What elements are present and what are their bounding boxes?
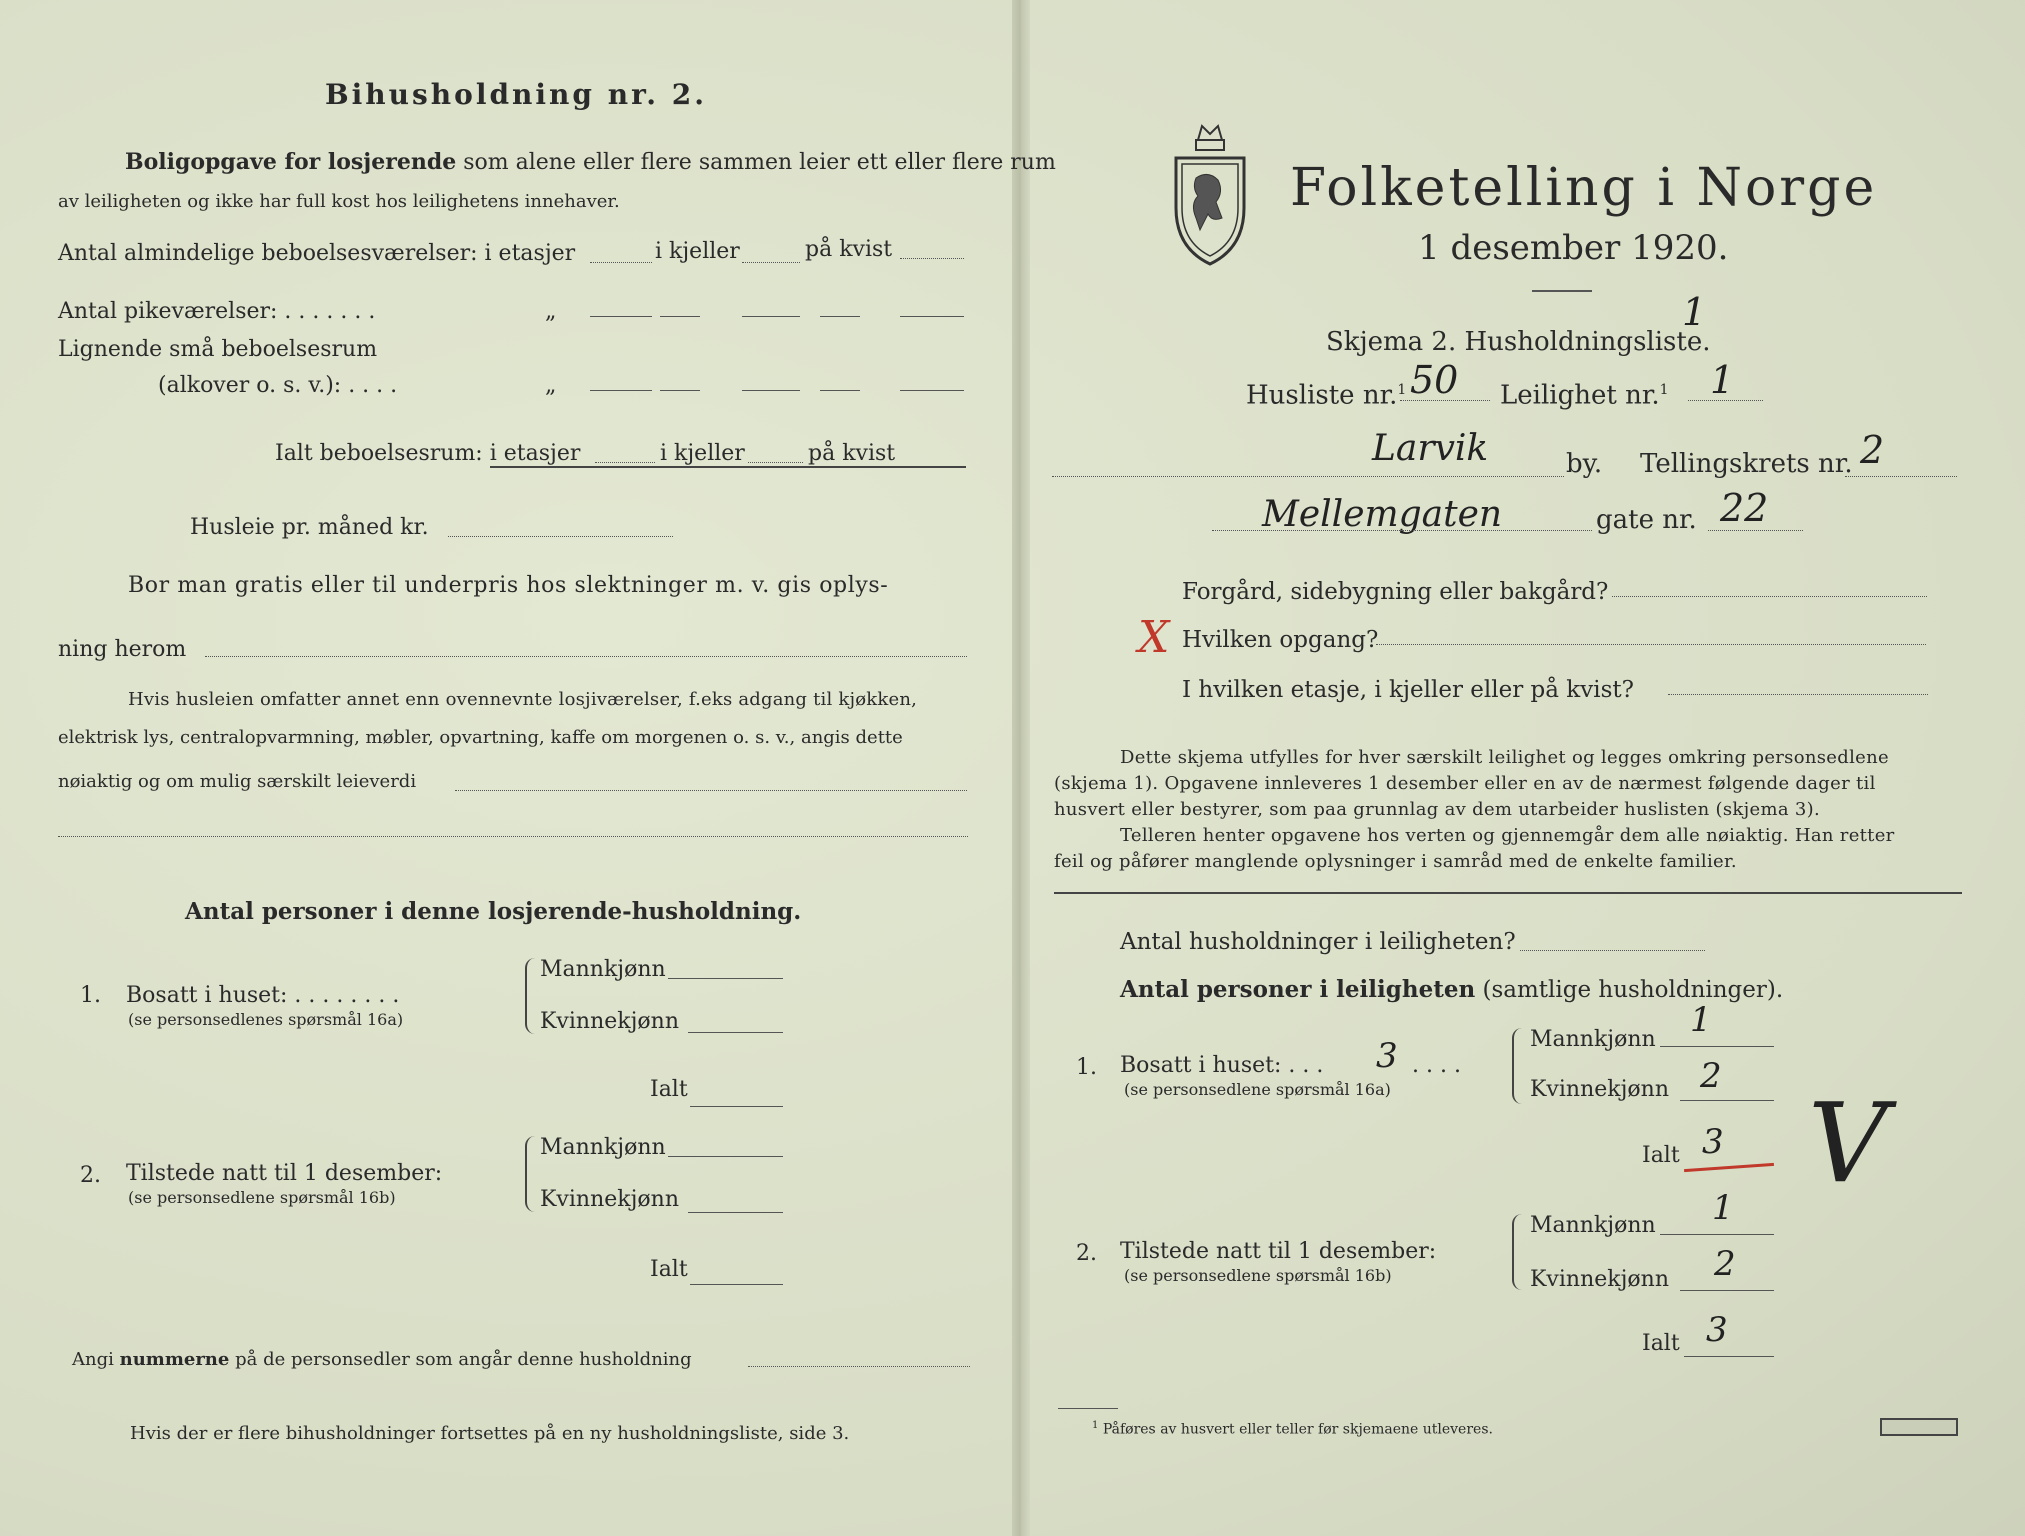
r-bosatt-num: 1.	[1076, 1055, 1097, 1080]
r-bosatt-brace	[1512, 1028, 1524, 1104]
info-line-3: husvert eller bestyrer, som paa grunnlag av dem utarbeider huslisten (skjema 3).	[1054, 799, 1820, 820]
angi-field	[748, 1366, 970, 1367]
l-tilstede-ialt-field	[690, 1284, 783, 1285]
by-label: by.	[1566, 449, 1603, 479]
angi-line	[72, 1348, 692, 1372]
footnote-mark: 1	[1092, 1420, 1099, 1431]
city-field	[1052, 476, 1564, 477]
footnote-divider	[1058, 1408, 1118, 1409]
r-tilstede-ialt-field	[1684, 1356, 1774, 1357]
pike-dash-1	[660, 316, 700, 317]
hvis-line-1: Hvis husleien omfatter annet enn ovennevnte losjiværelser, f.eks adgang til kjøkken,	[128, 689, 918, 710]
antal-pers-line	[1120, 976, 1783, 1004]
leilighet-text: Leilighet nr.	[1500, 380, 1660, 411]
r-tilstede-kvinne-field	[1680, 1290, 1774, 1291]
r-bosatt-mann: Mannkjønn	[1530, 1027, 1656, 1052]
info-line-1: Dette skjema utfylles for hver særskilt leilighet og legges omkring personsedlene	[1120, 747, 1889, 768]
l-bosatt-kvinne-field	[688, 1032, 783, 1033]
info-line-5: feil og påfører manglende oplysninger i samråd med de enkelte familier.	[1054, 851, 1737, 872]
r-bosatt-sub: (se personsedlene spørsmål 16a)	[1124, 1080, 1391, 1099]
r-tilstede-ialt-hand: 3	[1706, 1310, 1728, 1350]
l-bosatt-num: 1.	[80, 983, 101, 1008]
paa-kvist-label: på kvist	[805, 237, 893, 262]
forgaard-field	[1612, 596, 1927, 597]
i-kjeller-label: i kjeller	[655, 239, 740, 264]
husliste-hand: 50	[1410, 358, 1459, 402]
pike-kvist-field	[900, 316, 964, 317]
gate-field	[1708, 530, 1803, 531]
r-tilstede-brace	[1512, 1214, 1524, 1290]
antal-pers-rest: (samtlige husholdninger).	[1482, 977, 1784, 1003]
bor-field	[205, 656, 967, 657]
leieverdi-field-2	[58, 836, 968, 837]
l-bosatt-mann: Mannkjønn	[540, 957, 666, 982]
etasje-label: I hvilken etasje, i kjeller eller på kvist?	[1182, 677, 1634, 703]
footnote-content: Påføres av husvert eller teller før skjemaene utleveres.	[1102, 1421, 1493, 1438]
ditto-mark-2: „	[545, 373, 557, 398]
r-bosatt-ialt: Ialt	[1642, 1143, 1680, 1168]
leilighet-hand: 1	[1710, 358, 1735, 402]
r-bosatt-mann-field	[1660, 1046, 1774, 1047]
l-bosatt-ialt: Ialt	[650, 1077, 688, 1102]
l-bosatt-mann-field	[668, 978, 783, 979]
alkove-kjeller-field	[742, 390, 800, 391]
r-tilstede-mann-field	[1660, 1234, 1774, 1235]
husliste-field	[1400, 400, 1490, 401]
antal-pike-label: Antal pikeværelser: . . . . . . .	[58, 299, 376, 324]
r-bosatt-ialt-hand: 3	[1702, 1122, 1724, 1162]
alkove-kvist-field	[900, 390, 964, 391]
tellingskrets-field	[1845, 476, 1957, 477]
street-field	[1212, 530, 1592, 531]
l-tilstede-num: 2.	[80, 1163, 101, 1188]
left-title: Bihusholdning nr. 2.	[325, 78, 707, 111]
red-x-mark: X	[1138, 612, 1170, 663]
coat-of-arms-icon	[1168, 118, 1252, 266]
antal-pers-bold: Antal personer i leiligheten	[1120, 976, 1476, 1003]
right-date: 1 desember 1920.	[1418, 228, 1729, 268]
antal-alm-label: Antal almindelige beboelsesværelser: i etasjer	[58, 241, 576, 266]
l-tilstede-kvinne: Kvinnekjønn	[540, 1187, 679, 1212]
antal-hush-label: Antal husholdninger i leiligheten?	[1120, 929, 1516, 955]
r-bosatt-ialt-red-underline	[1684, 1163, 1774, 1172]
l-bosatt-brace	[525, 958, 537, 1034]
intro-bold: Boligopgave for losjerende	[125, 149, 457, 175]
l-bosatt-sub: (se personsedlenes spørsmål 16a)	[128, 1010, 404, 1029]
etasjer-field	[590, 262, 652, 263]
r-bosatt-mann-hand: 1	[1690, 1000, 1712, 1040]
r-tilstede-sub: (se personsedlene spørsmål 16b)	[1124, 1266, 1392, 1285]
r-tilstede-mann-hand: 1	[1712, 1188, 1734, 1228]
ditto-mark: „	[545, 299, 557, 324]
page-fold	[1012, 0, 1030, 1536]
l-tilstede-ialt: Ialt	[650, 1257, 688, 1282]
l-tilstede-label: Tilstede natt til 1 desember:	[126, 1161, 443, 1186]
angi-rest: på de personsedler som angår denne husholdning	[235, 1349, 692, 1370]
tellingskrets-hand: 2	[1860, 428, 1885, 472]
l-tilstede-kvinne-field	[688, 1212, 783, 1213]
husliste-label	[1246, 374, 1406, 412]
husleie-label: Husleie pr. måned kr.	[190, 515, 429, 540]
street-hand: Mellemgaten	[1262, 494, 1503, 535]
ialt-etasjer-field	[595, 462, 655, 463]
r-bosatt-dots: . . . .	[1412, 1053, 1461, 1078]
title-divider	[1532, 290, 1592, 292]
city-hand: Larvik	[1372, 428, 1489, 469]
leilighet-footnote-mark: 1	[1659, 382, 1669, 398]
ialt-kvist-label: på kvist	[808, 441, 896, 466]
husliste-text: Husliste nr.	[1246, 380, 1398, 411]
r-tilstede-ialt: Ialt	[1642, 1331, 1680, 1356]
angi-bold: nummerne	[119, 1349, 230, 1370]
alkove-etasjer-field	[590, 390, 652, 391]
r-bosatt-label: Bosatt i huset: . . .	[1120, 1053, 1324, 1078]
kjeller-field	[742, 262, 800, 263]
skjema-hand: 1	[1682, 290, 1707, 334]
hvis-line-3: nøiaktig og om mulig særskilt leieverdi	[58, 771, 417, 792]
intro-line-2: av leiligheten og ikke har full kost hos leilighetens innehaver.	[58, 191, 620, 212]
l-tilstede-mann: Mannkjønn	[540, 1135, 666, 1160]
husliste-footnote-mark: 1	[1397, 382, 1407, 398]
alkove-dash-2	[820, 390, 860, 391]
husleie-field	[448, 536, 673, 537]
l-bosatt-ialt-field	[690, 1106, 783, 1107]
leieverdi-field	[455, 790, 967, 791]
section-rule	[1054, 892, 1962, 894]
kvist-field	[900, 258, 964, 259]
r-tilstede-mann: Mannkjønn	[1530, 1213, 1656, 1238]
leilighet-label	[1500, 374, 1669, 412]
etasje-field	[1668, 694, 1928, 695]
alkove-dash-1	[660, 390, 700, 391]
antal-personer-heading: Antal personer i denne losjerende-husholdning.	[185, 898, 802, 925]
left-footer: Hvis der er flere bihusholdninger fortsettes på en ny husholdningsliste, side 3.	[130, 1423, 850, 1444]
r-bosatt-kvinne-hand: 2	[1700, 1056, 1722, 1096]
ialt-rum-label: Ialt beboelsesrum: i etasjer	[275, 441, 581, 466]
r-bosatt-kvinne-field	[1680, 1100, 1774, 1101]
l-tilstede-sub: (se personsedlene spørsmål 16b)	[128, 1188, 396, 1207]
check-tick: V	[1808, 1079, 1888, 1207]
r-tilstede-label: Tilstede natt til 1 desember:	[1120, 1239, 1437, 1264]
opgang-label: Hvilken opgang?	[1182, 627, 1379, 653]
footnote-text	[1092, 1420, 1493, 1438]
l-bosatt-label: Bosatt i huset: . . . . . . . .	[126, 983, 400, 1008]
right-title: Folketelling i Norge	[1290, 158, 1878, 218]
pike-dash-2	[820, 316, 860, 317]
printer-stamp	[1880, 1418, 1958, 1436]
gate-label: gate nr.	[1596, 505, 1697, 535]
intro-rest: som alene eller flere sammen leier ett eller flere rum	[463, 150, 1056, 175]
ialt-kjeller-label: i kjeller	[660, 441, 745, 466]
r-bosatt-kvinne: Kvinnekjønn	[1530, 1077, 1669, 1102]
antal-hush-field	[1520, 950, 1705, 951]
r-tilstede-kvinne: Kvinnekjønn	[1530, 1267, 1669, 1292]
pike-kjeller-field	[742, 316, 800, 317]
info-line-2: (skjema 1). Opgavene innleveres 1 desember eller en av de nærmest følgende dager til	[1054, 773, 1876, 794]
bor-line-2: ning herom	[58, 637, 187, 662]
ialt-kjeller-field	[748, 462, 803, 463]
r-bosatt-hand: 3	[1376, 1036, 1398, 1076]
info-line-4: Telleren henter opgavene hos verten og gjennemgår dem alle nøiaktig. Han retter	[1120, 825, 1895, 846]
tellingskrets-label: Tellingskrets nr.	[1640, 449, 1853, 479]
intro-line-1	[125, 148, 1056, 177]
r-tilstede-num: 2.	[1076, 1241, 1097, 1266]
gate-hand: 22	[1720, 486, 1769, 530]
forgaard-label: Forgård, sidebygning eller bakgård?	[1182, 579, 1609, 605]
l-tilstede-mann-field	[668, 1156, 783, 1157]
bor-line-1: Bor man gratis eller til underpris hos slektninger m. v. gis oplys-	[128, 573, 889, 598]
hvis-line-2: elektrisk lys, centralopvarmning, møbler, opvartning, kaffe om morgenen o. s. v., angis dette	[58, 727, 903, 748]
leilighet-field	[1688, 400, 1763, 401]
lignende-label-1: Lignende små beboelsesrum	[58, 337, 378, 362]
pike-etasjer-field	[590, 316, 652, 317]
skjema-label: Skjema 2. Husholdningsliste.	[1326, 327, 1711, 357]
lignende-label-2: (alkover o. s. v.): . . . .	[158, 373, 398, 398]
l-tilstede-brace	[525, 1136, 537, 1212]
r-tilstede-kvinne-hand: 2	[1714, 1244, 1736, 1284]
opgang-field	[1376, 644, 1926, 645]
l-bosatt-kvinne: Kvinnekjønn	[540, 1009, 679, 1034]
angi-pre: Angi	[72, 1349, 114, 1370]
